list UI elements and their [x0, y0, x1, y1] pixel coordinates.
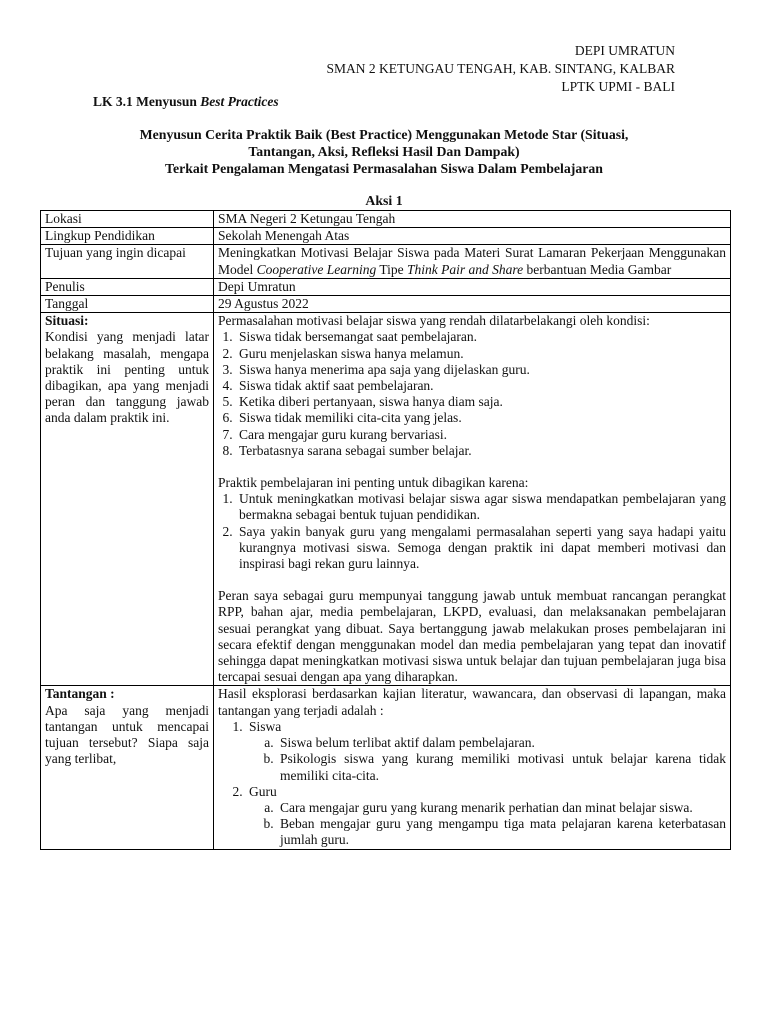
tantangan-description: Apa saja yang menjadi tantangan untuk mencapai tujuan tersebut? Siapa saja yang terlibat,	[45, 702, 209, 767]
label-tujuan: Tujuan yang ingin dicapai	[41, 245, 214, 278]
group-title: Siswa	[249, 718, 282, 734]
label-situasi: Situasi:	[45, 313, 89, 329]
lk-title-prefix: LK 3.1 Menyusun	[93, 94, 201, 109]
author-header	[326, 42, 675, 96]
author-name: DEPI UMRATUN	[574, 43, 675, 58]
list-item: a. Siswa belum terlibat aktif dalam pembelajaran.	[277, 735, 726, 751]
peran-paragraph: Peran saya sebagai guru mempunyai tanggung jawab untuk membuat rancangan perangkat RPP, bahan ajar, media pembelajaran, LKPD, evaluasi, dan melaksanakan pembelajaran sesuai perangkat yang dibuat. Saya bertanggung jawab melakukan proses pembelajaran ini secara efektif dengan menggunakan model dan media pembelajaran yang tepat dan inovatif sehingga dapat meningkatkan motivasi siswa untuk belajar dan tujuan pembelajaran juga bisa tercapai sesuai dengan apa yang diharapkan.	[218, 588, 726, 685]
label-tanggal: Tanggal	[41, 296, 214, 313]
list-item: 7. Cara mengajar guru kurang bervariasi.	[236, 427, 726, 443]
list-item: 8. Terbatasnya sarana sebagai sumber belajar.	[236, 443, 726, 459]
list-item: 6. Siswa tidak memiliki cita-cita yang jelas.	[236, 410, 726, 426]
tujuan-model: Cooperative Learning	[256, 261, 377, 277]
tujuan-text-3: berbantuan Media Gambar	[523, 261, 672, 277]
list-item: a. Cara mengajar guru yang kurang menarik perhatian dan minat belajar siswa.	[277, 800, 726, 816]
tujuan-text-1: Meningkatkan Motivasi Belajar Siswa pada Materi Surat Lamaran Pekerjaan Menggunakan Model	[218, 245, 726, 277]
label-tantangan-cell	[41, 686, 214, 849]
list-item: 2. Guru menjelaskan siswa hanya melamun.	[236, 346, 726, 362]
lk-title	[93, 94, 279, 110]
row-lingkup	[41, 228, 731, 245]
value-tujuan	[214, 245, 731, 278]
value-situasi	[214, 313, 731, 686]
value-penulis: Depi Umratun	[214, 278, 731, 295]
value-tanggal: 29 Agustus 2022	[214, 296, 731, 313]
tantangan-group	[246, 784, 726, 849]
label-situasi-cell	[41, 313, 214, 686]
situasi-intro: Permasalahan motivasi belajar siswa yang rendah dilatarbelakangi oleh kondisi:	[218, 313, 650, 329]
row-lokasi	[41, 211, 731, 228]
list-item: 2. Saya yakin banyak guru yang mengalami permasalahan seperti yang saya hadapi yaitu kurangnya motivasi siswa. Semoga dengan praktik ini dapat memberi motivasi dan inspirasi bagi rekan guru lainnya.	[236, 524, 726, 573]
author-lptk: LPTK UPMI - BALI	[561, 79, 675, 94]
list-item: 3. Siswa hanya menerima apa saja yang dijelaskan guru.	[236, 362, 726, 378]
tujuan-tipe: Think Pair and Share	[407, 261, 524, 277]
label-tantangan: Tantangan :	[45, 686, 115, 702]
label-lokasi: Lokasi	[41, 211, 214, 228]
penting-list	[218, 491, 726, 572]
row-situasi	[41, 313, 731, 686]
penting-intro: Praktik pembelajaran ini penting untuk dibagikan karena:	[218, 475, 529, 491]
aksi-heading: Aksi 1	[365, 193, 403, 208]
row-tanggal	[41, 296, 731, 313]
title-line-3: Terkait Pengalaman Mengatasi Permasalahan Siswa Dalam Pembelajaran	[165, 161, 603, 176]
list-item: b. Beban mengajar guru yang mengampu tiga mata pelajaran karena keterbatasan jumlah guru.	[277, 816, 726, 848]
tantangan-groups	[218, 719, 726, 849]
list-item: 1. Siswa tidak bersemangat saat pembelajaran.	[236, 329, 726, 345]
tantangan-intro: Hasil eksplorasi berdasarkan kajian literatur, wawancara, dan observasi di lapangan, maka tantangan yang terjadi adalah :	[218, 686, 726, 718]
list-item: 1. Untuk meningkatkan motivasi belajar siswa agar siswa mendapatkan pembelajaran yang bermakna sebagai bentuk tujuan pendidikan.	[236, 491, 726, 523]
list-item: 4. Siswa tidak aktif saat pembelajaran.	[236, 378, 726, 394]
group-title: Guru	[249, 783, 277, 799]
document-title	[40, 126, 728, 177]
title-line-2: Tantangan, Aksi, Refleksi Hasil Dan Dampak)	[248, 144, 520, 159]
group-items	[249, 800, 726, 849]
label-lingkup: Lingkup Pendidikan	[41, 228, 214, 245]
value-tantangan	[214, 686, 731, 849]
kondisi-list	[218, 329, 726, 459]
row-tantangan	[41, 686, 731, 849]
value-lokasi: SMA Negeri 2 Ketungau Tengah	[214, 211, 731, 228]
tujuan-text-2: Tipe	[376, 261, 408, 277]
label-penulis: Penulis	[41, 278, 214, 295]
list-item: 5. Ketika diberi pertanyaan, siswa hanya diam saja.	[236, 394, 726, 410]
title-line-1: Menyusun Cerita Praktik Baik (Best Practice) Menggunakan Metode Star (Situasi,	[139, 127, 629, 142]
value-lingkup: Sekolah Menengah Atas	[214, 228, 731, 245]
tantangan-group	[246, 719, 726, 784]
author-school: SMAN 2 KETUNGAU TENGAH, KAB. SINTANG, KALBAR	[326, 61, 675, 76]
situasi-description: Kondisi yang menjadi latar belakang masalah, mengapa praktik ini penting untuk dibagikan, apa yang menjadi peran dan tanggung jawab anda dalam praktik ini.	[45, 329, 209, 426]
row-penulis	[41, 278, 731, 295]
best-practice-table	[40, 210, 731, 850]
group-items	[249, 735, 726, 784]
lk-title-emph: Best Practices	[200, 94, 279, 109]
row-tujuan	[41, 245, 731, 278]
list-item: b. Psikologis siswa yang kurang memiliki motivasi untuk belajar karena tidak memiliki cita-cita.	[277, 751, 726, 783]
